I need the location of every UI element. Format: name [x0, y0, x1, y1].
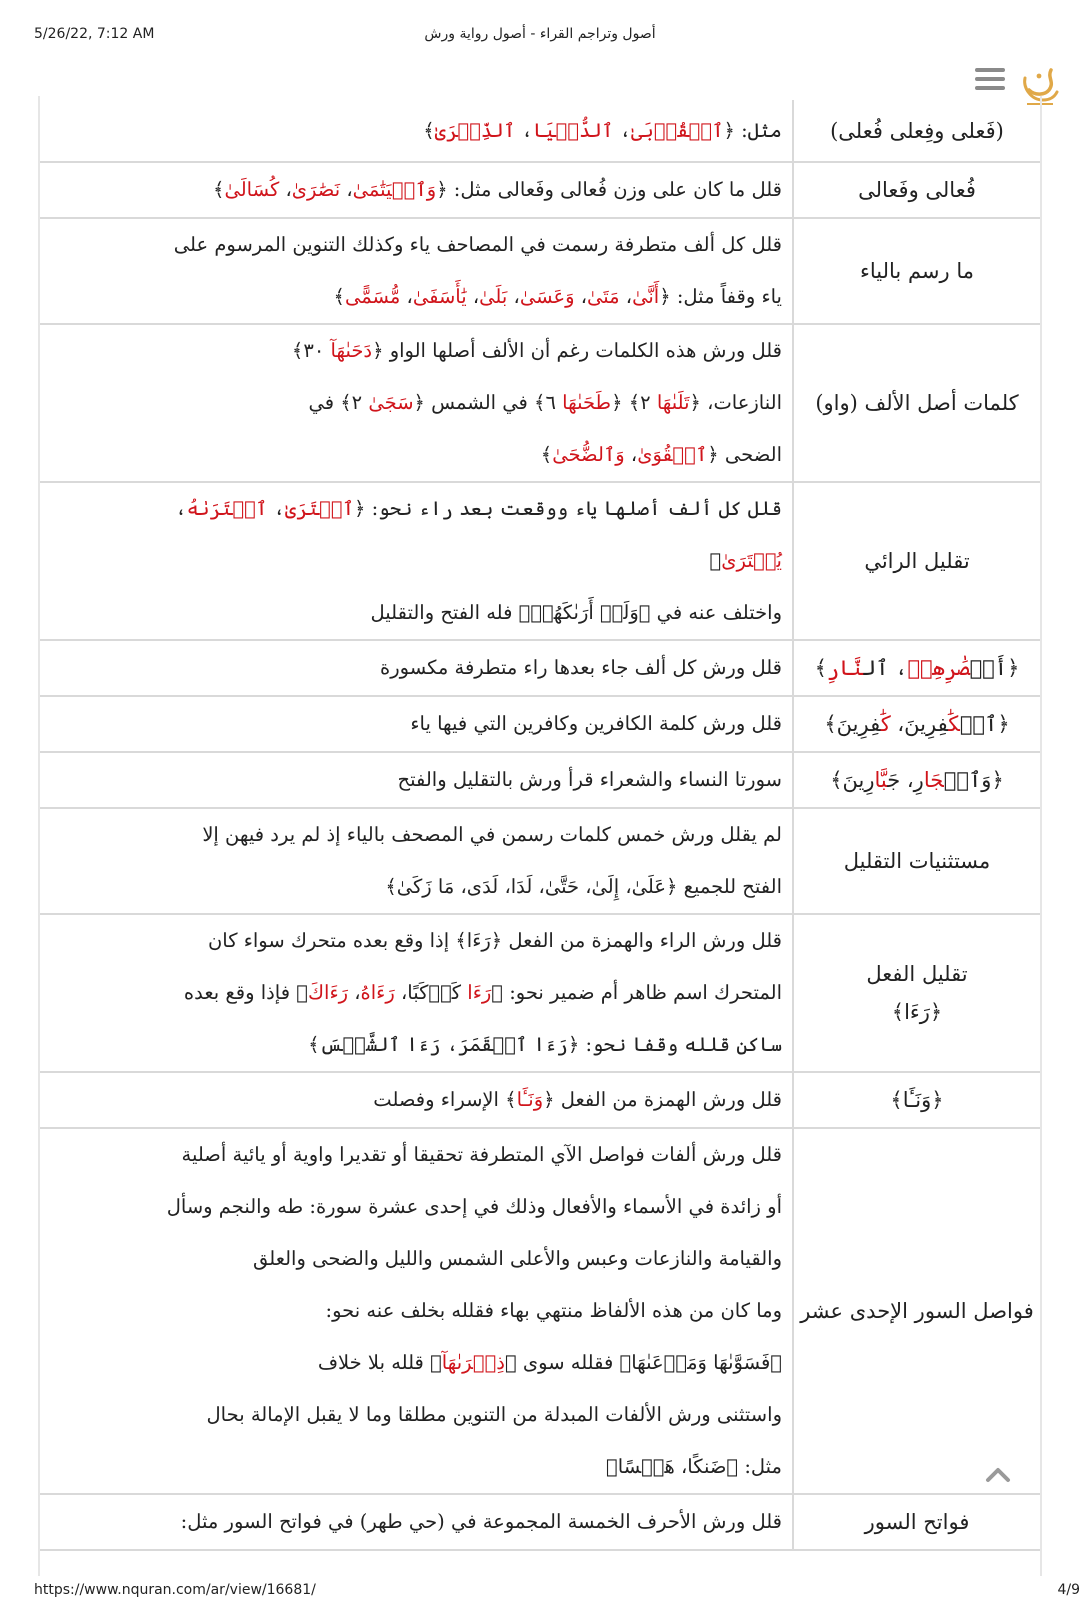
rule-description: [40, 640, 793, 696]
text-segment: ،: [175, 497, 187, 520]
site-header: [40, 56, 1065, 98]
text-segment: فِرِينَ﴾: [824, 712, 881, 736]
text-segment: ،: [267, 497, 285, 520]
description-line: [54, 483, 782, 535]
text-segment: فِرِينَ،: [890, 712, 949, 736]
highlighted-word: نَّارِ: [826, 656, 864, 680]
rule-term: [793, 640, 1040, 696]
rule-description: [40, 162, 793, 218]
text-segment: رِينَ﴾: [830, 768, 875, 792]
rule-term-label: فُعالى وفَعالى: [858, 178, 976, 202]
text-segment: وما كان من هذه الألفاظ منتهي بهاء فقلله بخلف عنه نحو:: [325, 1299, 782, 1322]
highlighted-word: يُفۡتَرَىٰ: [721, 549, 782, 572]
highlighted-word: ٱفۡتَرَىٰ: [284, 497, 355, 520]
text-segment: قلل ما كان على وزن فُعالى وفَعالى مثل: ﴿: [436, 178, 782, 201]
rule-term: [793, 100, 1040, 162]
description-line: [54, 1285, 782, 1337]
table-row: [40, 218, 1040, 324]
text-segment: قلل ورش الهمزة من الفعل ﴿: [543, 1088, 782, 1111]
highlighted-word: أَنَّىٰ: [632, 285, 660, 308]
text-segment: قلل ورش هذه الكلمات رغم أن الألف أصلها الواو ﴿: [372, 339, 782, 362]
highlighted-word: طَحَىٰهَا: [562, 391, 612, 414]
highlighted-word: بَّا: [874, 768, 888, 792]
text-segment: الضحى ﴿: [707, 443, 782, 466]
text-segment: قلل كل ألف متطرفة رسمت في المصاحف ياء وكذلك التنوين المرسوم على: [173, 233, 782, 256]
highlighted-word: ٱلدُّنۡيَا: [532, 118, 614, 142]
text-segment: كَوۡكَبًا،: [394, 981, 468, 1004]
rule-term-label: (فَعلى وفِعلى فُعلى): [830, 118, 1004, 143]
highlighted-word: وَٱلۡيَتَٰمَىٰ: [352, 178, 437, 201]
description-line: [54, 861, 782, 913]
print-page-number: 4/9: [1057, 1582, 1080, 1598]
table-row: [40, 808, 1040, 914]
text-segment: ﴾: [540, 443, 553, 466]
text-segment: ﴿وَٱلۡ: [943, 768, 1004, 792]
rule-term: [793, 1494, 1040, 1550]
text-segment: النازعات، ﴿: [689, 391, 782, 414]
text-segment: قلل ورش الأحرف الخمسة المجموعة في (حي طهر) في فواتح السور مثل:: [180, 1510, 782, 1533]
text-segment: ،: [340, 178, 353, 201]
text-segment: ، ٱل: [863, 656, 908, 680]
text-segment: رِ، جَ: [887, 768, 924, 792]
table-row: [40, 640, 1040, 696]
rule-description: [40, 482, 793, 640]
text-segment: ﴾ قلله بلا خلاف: [317, 1351, 442, 1374]
description-line: [54, 1337, 782, 1389]
highlighted-word: وَٱلضُّحَىٰ: [552, 443, 625, 466]
highlighted-word: نَصَٰرَىٰ: [291, 178, 341, 201]
text-segment: ساكن قلله وقفا نحو: ﴿رَءَا ٱلۡقَمَرَ، رَءَا ٱلشَّمۡسَ﴾: [308, 1033, 782, 1056]
text-segment: ،: [574, 285, 588, 308]
highlighted-word: مُّسَمًّى: [344, 285, 401, 308]
text-segment: ،: [348, 981, 361, 1004]
description-line: [54, 967, 782, 1019]
highlighted-word: يَٰأَسَفَىٰ: [412, 285, 467, 308]
description-line: [54, 754, 782, 806]
warsh-rules-table: [40, 100, 1040, 1551]
rule-description: [40, 696, 793, 752]
text-segment: ياء وقفاً مثل: ﴿: [659, 285, 782, 308]
description-line: [54, 377, 782, 429]
highlighted-word: ٱلۡقُوَىٰ: [637, 443, 708, 466]
text-segment: ﴾: [709, 549, 722, 572]
text-segment: ٢﴾ في: [308, 391, 369, 414]
text-segment: قلل ورش كلمة الكافرين وكافرين التي فيها ياء: [410, 712, 782, 735]
description-line: [54, 698, 782, 750]
description-line: [54, 1129, 782, 1181]
text-segment: قلل ورش كل ألف جاء بعدها راء متطرفة مكسورة: [379, 656, 782, 679]
description-line: [54, 587, 782, 639]
table-row: [40, 1494, 1040, 1550]
highlighted-word: كَٰ: [880, 712, 891, 736]
rule-term-label: فواتح السور: [864, 1510, 970, 1534]
highlighted-word: ٱلذِّكۡرَىٰ: [434, 118, 516, 142]
rule-term: [793, 752, 1040, 808]
rule-description: [40, 914, 793, 1072]
text-segment: ﴾: [333, 285, 345, 308]
rule-term-label: فواصل السور الإحدى عشر: [800, 1299, 1034, 1323]
description-line: [54, 219, 782, 271]
table-row: [40, 324, 1040, 482]
text-segment: المتحرك اسم ظاهر أم ضمير نحو: ﴿: [491, 981, 782, 1004]
description-line: [54, 915, 782, 967]
highlighted-word: بَلَىٰ: [479, 285, 508, 308]
description-line: [54, 1233, 782, 1285]
description-line: [54, 535, 782, 587]
highlighted-word: كَٰ: [948, 712, 960, 736]
rule-description: [40, 1128, 793, 1494]
text-segment: قلل ورش الراء والهمزة من الفعل ﴿رَءَا﴾ إذا وقع بعده متحرك سواء كان: [207, 929, 782, 952]
chevron-up-icon[interactable]: [978, 1455, 1018, 1495]
text-segment: ﴿فَسَوَّىٰهَا: [713, 1351, 782, 1374]
rule-description: [40, 324, 793, 482]
description-line: [54, 164, 782, 216]
highlighted-word: مَتَىٰ: [587, 285, 620, 308]
text-segment: مثل: ﴿ضَنكًا، هَمۡسًا﴾: [606, 1455, 782, 1478]
rule-term: [793, 162, 1040, 218]
rule-term: [793, 914, 1040, 1072]
text-segment: واختلف عنه في ﴿وَلَوۡ أَرَىٰكَهُمۡ﴾ فله الفتح والتقليل: [370, 601, 782, 624]
description-line: [54, 1181, 782, 1233]
rule-term-sublabel: ﴿رَءَا﴾: [891, 1000, 943, 1024]
rule-term: [793, 1072, 1040, 1128]
text-segment: ﴾ الإسراء وفصلت: [373, 1088, 517, 1111]
highlighted-word: تَلَىٰهَا: [656, 391, 690, 414]
text-segment: ،: [400, 285, 413, 308]
text-segment: ،: [613, 118, 631, 142]
rule-term-label: تقليل الرائي: [864, 549, 970, 573]
text-segment: ٦﴾ في الشمس ﴿: [413, 391, 563, 414]
rule-term-label: ﴿وَنَـَٔا﴾: [890, 1088, 944, 1112]
text-segment: ،: [619, 285, 633, 308]
description-line: [54, 325, 782, 377]
highlighted-word: ذِكۡرَىٰهَآ: [441, 1351, 505, 1374]
rule-term: [793, 1128, 1040, 1494]
description-line: [54, 429, 782, 481]
highlighted-word: ٱشۡتَرَىٰهُ: [186, 497, 268, 520]
rule-term: [793, 808, 1040, 914]
table-row: [40, 696, 1040, 752]
text-segment: ﴾: [814, 656, 827, 680]
text-segment: ،: [279, 178, 292, 201]
highlighted-word: سَجَىٰ: [368, 391, 414, 414]
highlighted-word: وَعَسَىٰ: [519, 285, 575, 308]
text-segment: قلل ورش ألفات فواصل الآي المتطرفة تحقيقا أو تقديرا واوية أو يائية أصلية: [181, 1143, 782, 1166]
table-row: [40, 482, 1040, 640]
text-segment: لم يقلل ورش خمس كلمات رسمن في المصحف بالياء إذ لم يرد فيهن إلا: [202, 823, 782, 846]
text-segment: ﴿أَبۡ: [969, 656, 1020, 680]
table-row: [40, 1128, 1040, 1494]
text-segment: ،: [466, 285, 480, 308]
text-segment: ،: [515, 118, 533, 142]
text-segment: أو زائدة في الأسماء والأفعال وذلك في إحدى عشرة سورة: طه والنجم وسأل: [166, 1195, 782, 1218]
text-segment: ﴾: [423, 118, 435, 142]
rule-term: [793, 482, 1040, 640]
highlighted-word: وَنَـَٔا: [516, 1088, 544, 1111]
rule-description: [40, 218, 793, 324]
text-segment: ،: [507, 285, 520, 308]
text-segment: ٢﴾ ﴿: [611, 391, 657, 414]
rule-description: [40, 100, 793, 162]
table-row: [40, 752, 1040, 808]
text-segment: ﴿ٱلۡ: [959, 712, 1010, 736]
highlighted-word: كُسَالَىٰ: [224, 178, 280, 201]
highlighted-word: رَءَاهُ: [360, 981, 395, 1004]
description-line: [54, 1441, 782, 1493]
rule-description: [40, 808, 793, 914]
table-row: [40, 1072, 1040, 1128]
text-segment: واستثنى ورش الألفات المبدلة من التنوين مطلقا وما لا يقبل الإمالة بحال: [206, 1403, 782, 1426]
description-line: [54, 809, 782, 861]
highlighted-word: رَءَاكَ: [307, 981, 349, 1004]
text-segment: سورتا النساء والشعراء قرأ ورش بالتقليل والفتح: [397, 768, 782, 791]
text-segment: وَمَرۡعَىٰهَا﴾ فقلله سوى ﴿: [505, 1351, 714, 1374]
description-line: [54, 271, 782, 323]
print-page-title: أصول وتراجم القراء - أصول رواية ورش: [424, 26, 656, 42]
text-segment: مثل: ﴿: [723, 118, 782, 142]
highlighted-word: جَا: [923, 768, 944, 792]
highlighted-word: صَٰرِهِمۡ: [907, 656, 970, 680]
description-line: [54, 105, 782, 157]
text-segment: قلل كل ألف أصلها ياء ووقعت بعد راء نحو: ﴿: [354, 497, 782, 520]
table-row: [40, 100, 1040, 162]
highlighted-word: ٱلۡقُرۡبَىٰ: [631, 118, 724, 142]
rule-description: [40, 1494, 793, 1550]
rule-term: [793, 696, 1040, 752]
text-segment: ﴾: [213, 178, 225, 201]
rule-term-label: كلمات أصل الألف (واو): [815, 391, 1019, 415]
text-segment: ﴾ فإذا وقع بعده: [183, 981, 308, 1004]
description-line: [54, 1496, 782, 1548]
page-edge-right: [1040, 96, 1042, 1576]
text-segment: ٣٠﴾: [291, 339, 331, 362]
rule-term: [793, 324, 1040, 482]
text-segment: ،: [624, 443, 638, 466]
rule-term-label: مستثنيات التقليل: [843, 849, 991, 873]
description-line: [54, 642, 782, 694]
rule-term-label: تقليل الفعل: [866, 962, 968, 986]
description-line: [54, 1019, 782, 1071]
rule-term: [793, 218, 1040, 324]
table-row: [40, 914, 1040, 1072]
print-url: https://www.nquran.com/ar/view/16681/: [34, 1582, 316, 1598]
hamburger-menu-icon[interactable]: [975, 68, 1005, 92]
text-segment: الفتح للجميع ﴿عَلَىٰ، إِلَىٰ، حَتَّىٰ، لَدَا، لَدَى، مَا زَكَىٰ﴾: [385, 875, 782, 898]
print-datetime: 5/26/22, 7:12 AM: [34, 26, 155, 42]
table-row: [40, 162, 1040, 218]
rule-term-label: ما رسم بالياء: [860, 259, 974, 283]
highlighted-word: رَءَا: [467, 981, 492, 1004]
rule-description: [40, 752, 793, 808]
description-line: [54, 1074, 782, 1126]
description-line: [54, 1389, 782, 1441]
highlighted-word: دَحَىٰهَآ: [330, 339, 373, 362]
text-segment: والقيامة والنازعات وعبس والأعلى الشمس والليل والضحى والعلق: [252, 1247, 782, 1270]
rule-description: [40, 1072, 793, 1128]
